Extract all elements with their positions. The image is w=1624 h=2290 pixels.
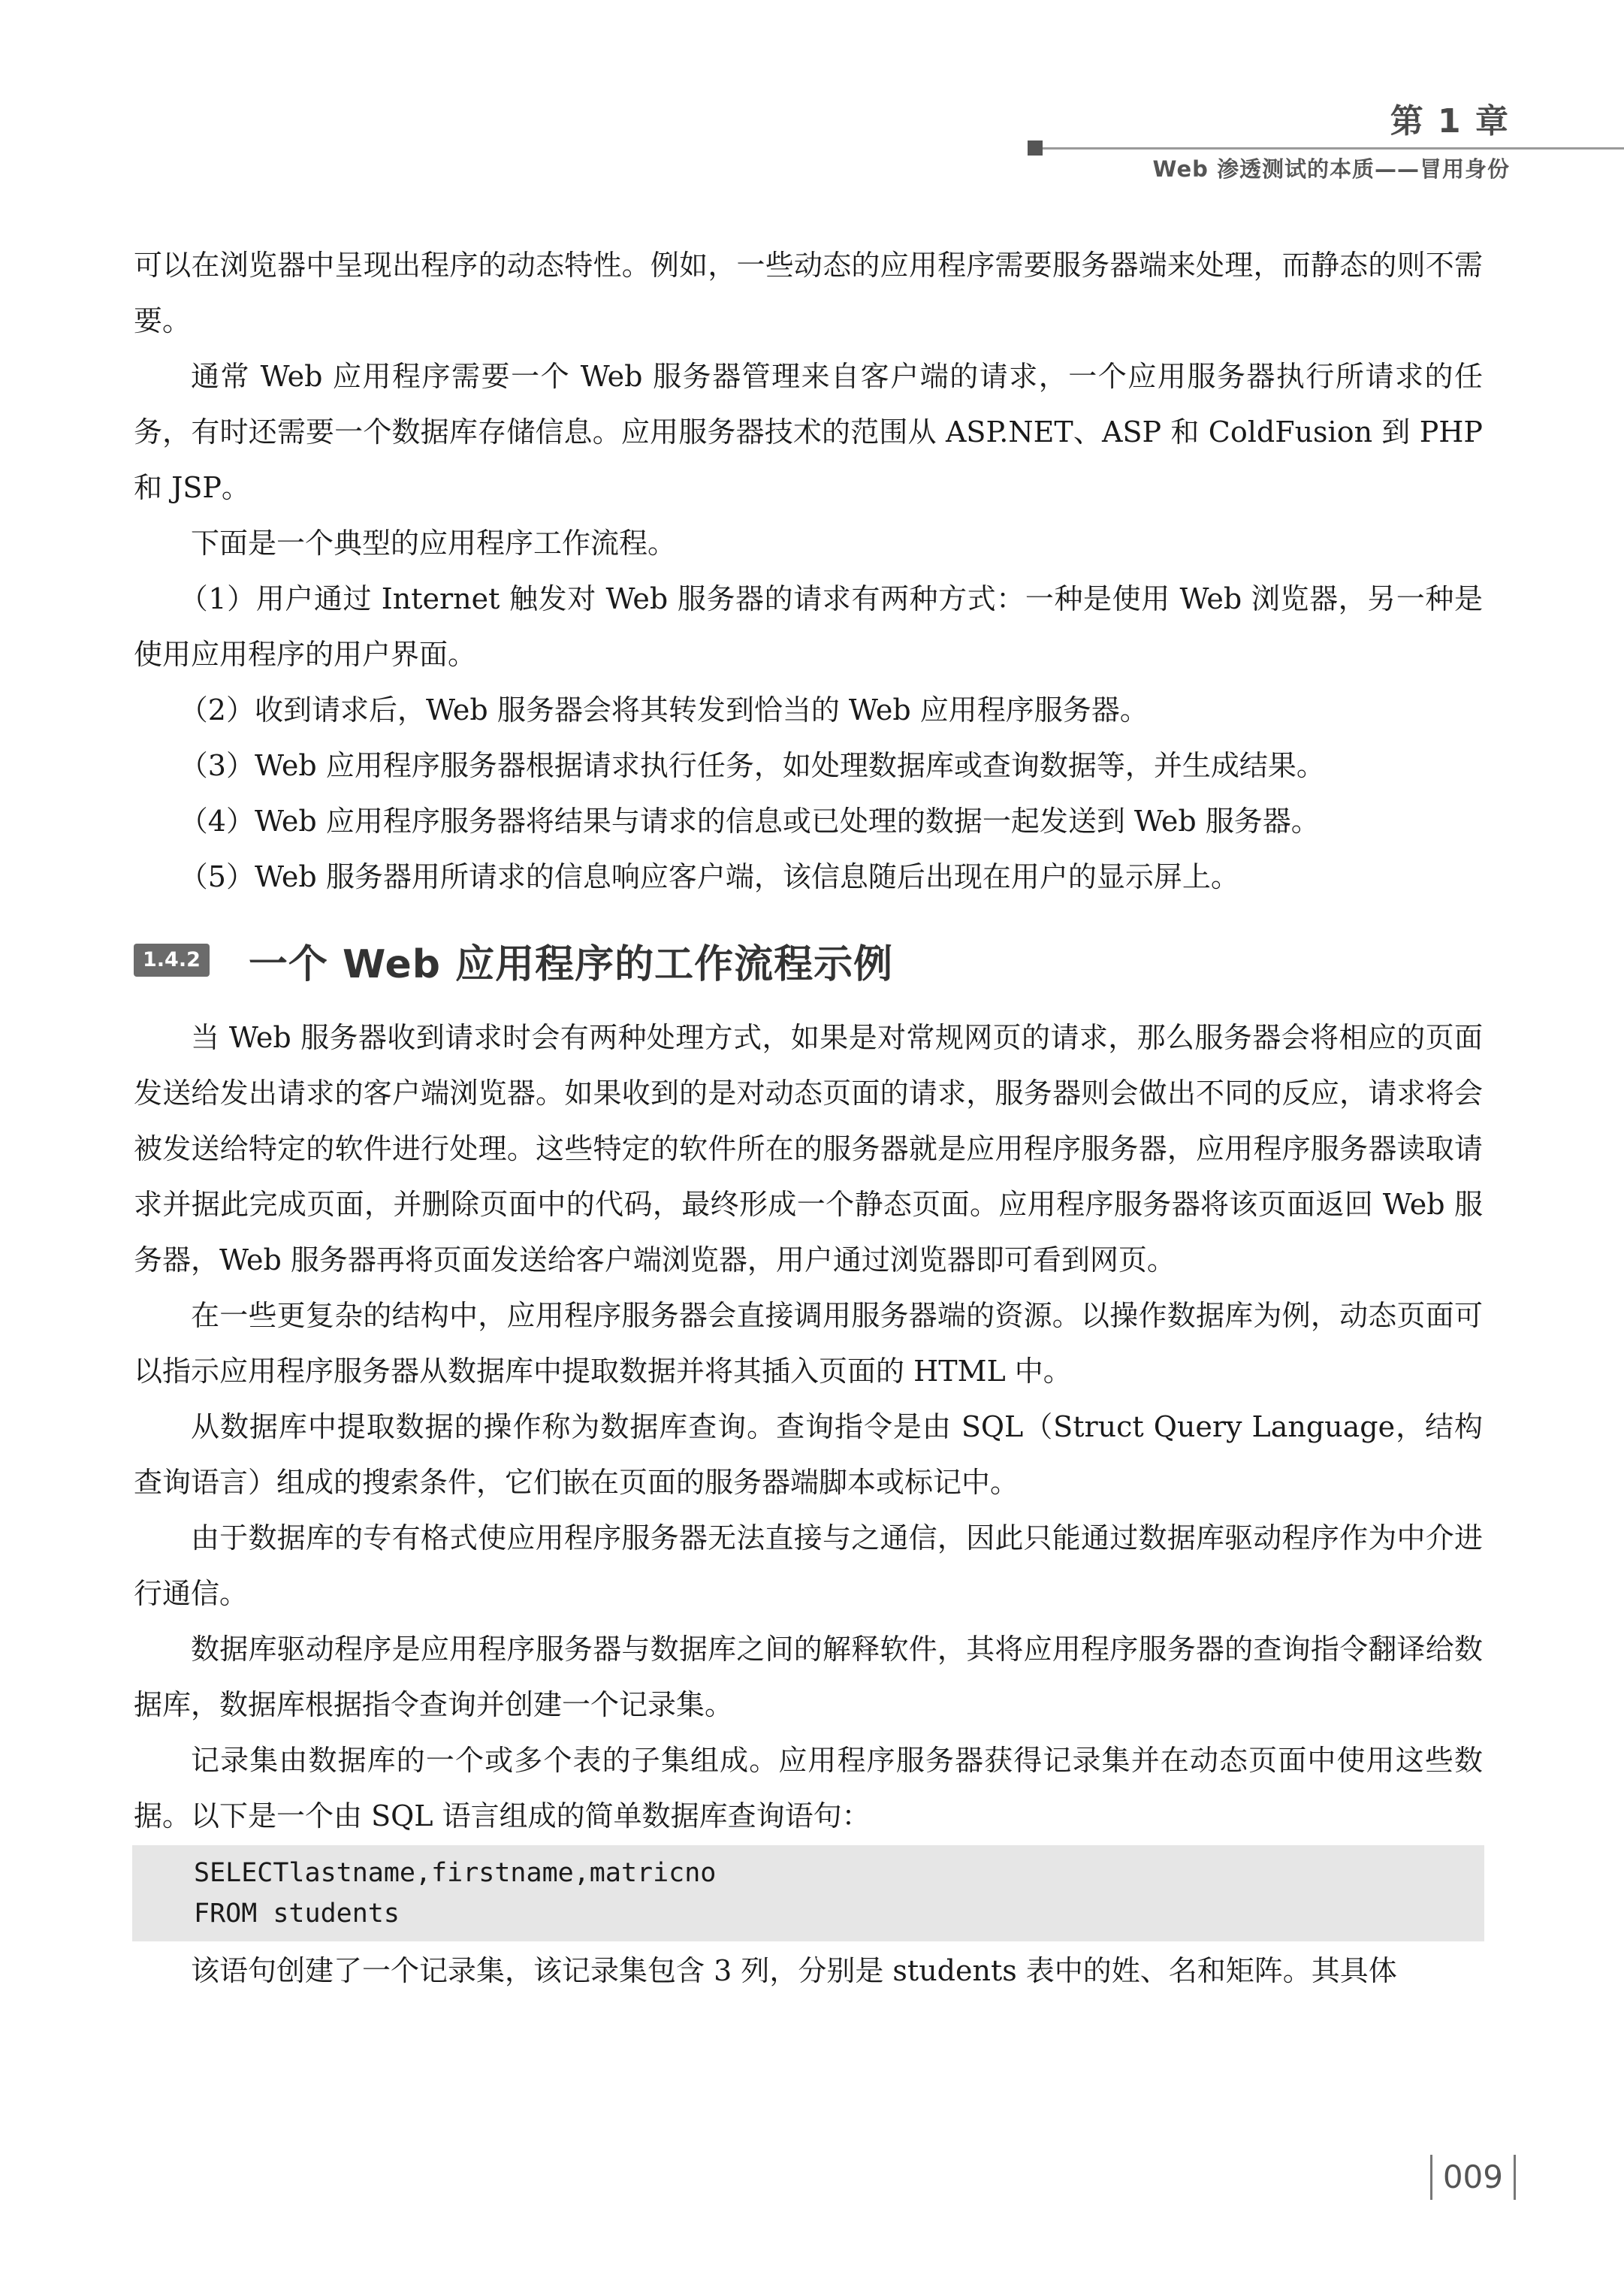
paragraph: 从数据库中提取数据的操作称为数据库查询。查询指令是由 SQL（Struct Query Language，结构查询语言）组成的搜索条件，它们嵌在页面的服务器端脚本或标记中。 — [134, 1410, 1483, 1499]
section-heading — [134, 930, 1483, 990]
list-item: （5）Web 服务器用所请求的信息响应客户端，该信息随后出现在用户的显示屏上。 — [179, 860, 1239, 893]
chapter-label: 第 1 章 — [1390, 102, 1510, 140]
list-item: （3）Web 应用程序服务器根据请求执行任务，如处理数据库或查询数据等，并生成结果。 — [179, 749, 1325, 782]
list-item: （4）Web 应用程序服务器将结果与请求的信息或已处理的数据一起发送到 Web 服务器。 — [179, 805, 1320, 838]
header-square-marker — [1028, 140, 1043, 156]
paragraph: 当 Web 服务器收到请求时会有两种处理方式，如果是对常规网页的请求，那么服务器会将相应的页面发送给发出请求的客户端浏览器。如果收到的是对动态页面的请求，服务器则会做出不同的反应，请求将会被发送给特定的软件进行处理。这些特定的软件所在的服务器就是应用程序服务器，应用程序服务器读取请求并据此完成页面，并删除页面中的代码，最终形成一个静态页面。应用程序服务器将该页面返回 Web 服务器，Web 服务器再将页面发送给客户端浏览器，用户通过浏览器即可看到网页。 — [134, 1021, 1483, 1276]
code-line: SELECTlastname,firstname,matricno — [194, 1858, 717, 1888]
paragraph: 该语句创建了一个记录集，该记录集包含 3 列，分别是 students 表中的姓、名和矩阵。其具体 — [191, 1954, 1397, 1987]
page-content — [134, 237, 1483, 1998]
paragraph: 记录集由数据库的一个或多个表的子集组成。应用程序服务器获得记录集并在动态页面中使用这些数据。以下是一个由 SQL 语言组成的简单数据库查询语句： — [134, 1744, 1483, 1832]
paragraph: 在一些更复杂的结构中，应用程序服务器会直接调用服务器端的资源。以操作数据库为例，动态页面可以指示应用程序服务器从数据库中提取数据并将其插入页面的 HTML 中。 — [134, 1299, 1483, 1388]
page-number: 009 — [1430, 2155, 1516, 2200]
chapter-subtitle: Web 渗透测试的本质——冒用身份 — [1152, 156, 1510, 182]
paragraph: 由于数据库的专有格式使应用程序服务器无法直接与之通信，因此只能通过数据库驱动程序作为中介进行通信。 — [134, 1521, 1483, 1610]
paragraph: 数据库驱动程序是应用程序服务器与数据库之间的解释软件，其将应用程序服务器的查询指令翻译给数据库，数据库根据指令查询并创建一个记录集。 — [134, 1633, 1483, 1721]
sql-code-block — [132, 1845, 1484, 1941]
paragraph: 通常 Web 应用程序需要一个 Web 服务器管理来自客户端的请求，一个应用服务器执行所请求的任务，有时还需要一个数据库存储信息。应用服务器技术的范围从 ASP.NET、ASP 和 ColdFusion 到 PHP 和 JSP。 — [134, 360, 1483, 504]
list-item: （1）用户通过 Internet 触发对 Web 服务器的请求有两种方式：一种是使用 Web 浏览器，另一种是使用应用程序的用户界面。 — [134, 582, 1483, 671]
paragraph: 下面是一个典型的应用程序工作流程。 — [191, 527, 677, 560]
list-item: （2）收到请求后，Web 服务器会将其转发到恰当的 Web 应用程序服务器。 — [179, 693, 1149, 727]
paragraph: 可以在浏览器中呈现出程序的动态特性。例如，一些动态的应用程序需要服务器端来处理，而静态的则不需要。 — [134, 249, 1483, 337]
workflow-steps-list — [134, 571, 1483, 905]
section-number-badge: 1.4.2 — [134, 944, 210, 977]
code-line: FROM students — [194, 1899, 400, 1929]
section-title: 一个 Web 应用程序的工作流程示例 — [248, 941, 894, 987]
header-rule — [1028, 147, 1624, 150]
